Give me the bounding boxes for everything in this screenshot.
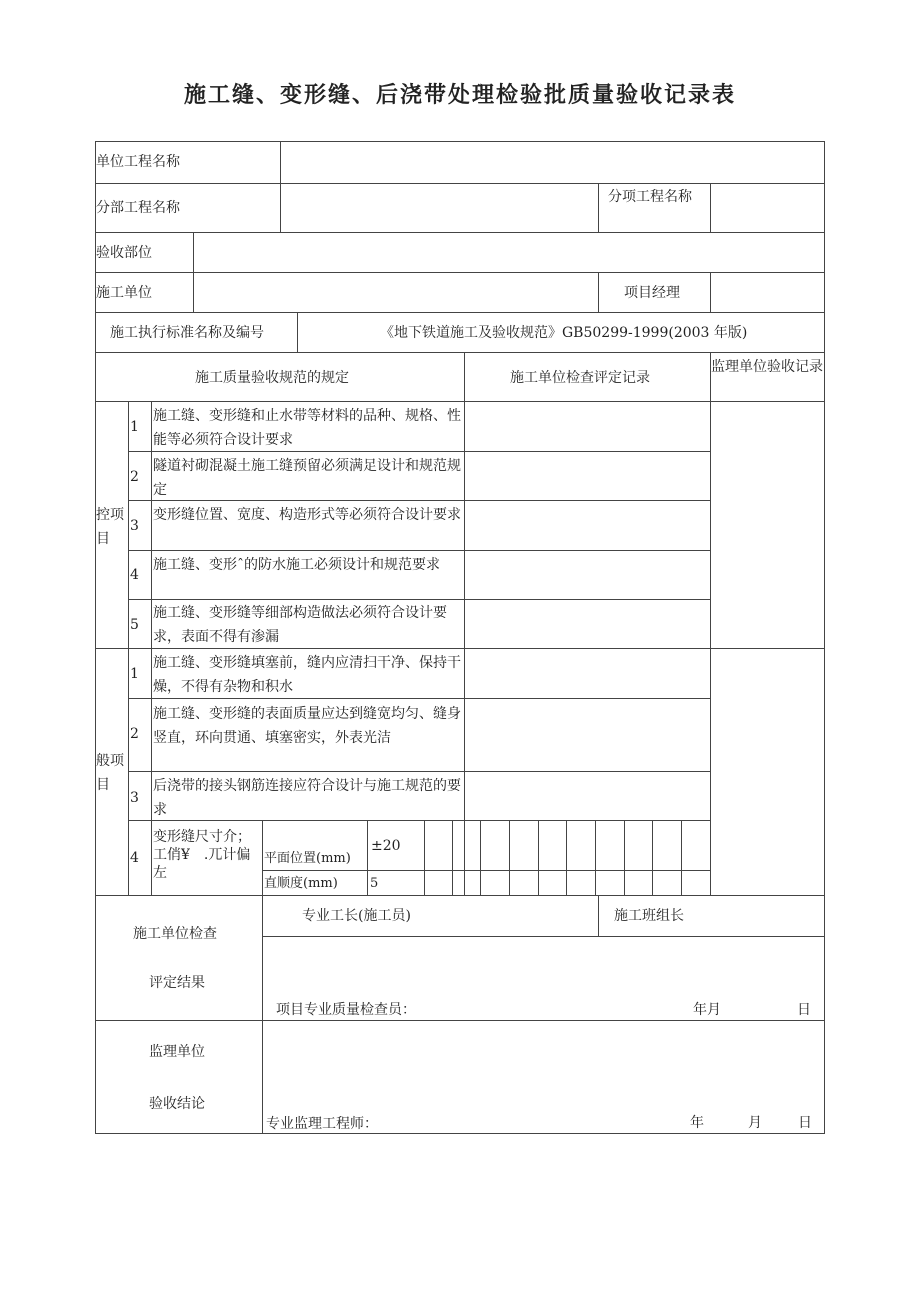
rule bbox=[824, 141, 825, 1134]
rule bbox=[95, 352, 825, 353]
rule bbox=[509, 820, 510, 896]
rule bbox=[95, 141, 825, 142]
item-number: 4 bbox=[130, 850, 139, 866]
item-number: 3 bbox=[130, 518, 139, 534]
date-year-month: 年月 bbox=[693, 1002, 721, 1018]
main-control-item-text: 施工缝、变形缝等细部构造做法必须符合设计要求，表面不得有渗漏 bbox=[153, 605, 447, 645]
sub-project-label: 分部工程名称 bbox=[96, 200, 180, 216]
rule bbox=[95, 1133, 825, 1134]
rule bbox=[262, 895, 263, 1134]
foreman-label: 专业工长(施工员) bbox=[302, 908, 411, 924]
rule bbox=[598, 895, 599, 936]
rule bbox=[297, 312, 298, 352]
standard-label: 施工执行标准名称及编号 bbox=[110, 325, 264, 341]
item-number: 2 bbox=[130, 469, 139, 485]
inspector-label: 项目专业质量检查员： bbox=[276, 1002, 416, 1018]
page-title: 施工缝、变形缝、后浇带处理检验批质量验收记录表 bbox=[183, 82, 736, 108]
rule bbox=[424, 820, 425, 896]
tolerance-name: 平面位置(mm) bbox=[264, 851, 351, 866]
rule bbox=[464, 352, 465, 896]
item-number: 5 bbox=[130, 617, 139, 633]
rule bbox=[566, 820, 567, 896]
supervision-label: 监理单位 bbox=[149, 1044, 205, 1060]
construction-check-label: 施工单位检查 bbox=[133, 926, 217, 942]
date-day: 日 bbox=[797, 1002, 811, 1018]
general-item-text: 施工缝、变形缝的表面质量应达到缝宽均匀、缝身竖直，环向贯通、填塞密实，外表光洁 bbox=[153, 706, 461, 746]
date-month: 月 bbox=[748, 1115, 762, 1131]
rule bbox=[128, 401, 129, 896]
rule bbox=[624, 820, 625, 896]
date-year: 年 bbox=[690, 1115, 704, 1131]
rule bbox=[538, 820, 539, 896]
rule bbox=[710, 272, 711, 312]
rule bbox=[128, 550, 710, 551]
rule bbox=[95, 232, 825, 233]
main-control-label: 控项 bbox=[96, 507, 124, 523]
general-item-text: 后浇带的接头钢筋连接应符合设计与施工规范的要求 bbox=[153, 778, 461, 818]
rule bbox=[480, 820, 481, 896]
rule bbox=[595, 820, 596, 896]
date-day: 日 bbox=[798, 1115, 812, 1131]
rule bbox=[710, 183, 711, 232]
rule bbox=[280, 141, 281, 232]
rule bbox=[452, 820, 453, 896]
spec-column-heading: 施工质量验收规范的规定 bbox=[195, 370, 349, 386]
deformation-joint-size-label: 变形缝尺寸介；工俏¥ .兀计偏左 bbox=[153, 829, 251, 881]
rule bbox=[95, 272, 825, 273]
general-label-2: 目 bbox=[96, 777, 110, 793]
check-record-column-heading: 施工单位检查评定记录 bbox=[510, 370, 650, 386]
rule bbox=[262, 936, 825, 937]
supervision-label-2: 验收结论 bbox=[149, 1096, 205, 1112]
supervision-record-column-heading: 监理单位验收记录 bbox=[711, 359, 823, 375]
main-control-item-text: 隧道衬砌混凝土施工缝预留必须满足设计和规范规定 bbox=[153, 458, 461, 498]
team-leader-label: 施工班组长 bbox=[614, 908, 684, 924]
rule bbox=[95, 183, 825, 184]
acceptance-part-label: 验收部位 bbox=[96, 245, 152, 261]
general-item-text: 施工缝、变形缝填塞前，缝内应清扫干净、保持干燥，不得有杂物和积水 bbox=[153, 655, 461, 695]
rule bbox=[681, 820, 682, 896]
tolerance-name: 直顺度(mm) bbox=[264, 876, 338, 891]
main-control-label-2: 目 bbox=[96, 531, 110, 547]
project-manager-label: 项目经理 bbox=[624, 285, 680, 301]
rule bbox=[367, 820, 368, 896]
main-control-item-text: 变形缝位置、宽度、构造形式等必须符合设计要求 bbox=[153, 507, 461, 523]
rule bbox=[95, 895, 825, 896]
rule bbox=[262, 820, 263, 896]
standard-value: 《地下铁道施工及验收规范》GB50299-1999(2003 年版) bbox=[380, 325, 748, 341]
engineer-label: 专业监理工程师： bbox=[266, 1116, 378, 1132]
main-control-item-text: 施工缝、变形ˆ的防水施工必须设计和规范要求 bbox=[153, 557, 440, 573]
item-number: 3 bbox=[130, 790, 139, 806]
tolerance-value: 5 bbox=[370, 876, 379, 891]
item-number: 1 bbox=[130, 419, 139, 435]
construction-unit-label: 施工单位 bbox=[96, 285, 152, 301]
item-number: 1 bbox=[130, 666, 139, 682]
rule bbox=[128, 599, 710, 600]
general-label: 般项 bbox=[96, 753, 124, 769]
rule bbox=[598, 183, 599, 232]
item-number: 4 bbox=[130, 567, 139, 583]
rule bbox=[128, 771, 710, 772]
tolerance-value: ±20 bbox=[371, 838, 401, 854]
rule bbox=[151, 401, 152, 896]
item-number: 2 bbox=[130, 726, 139, 742]
rule bbox=[652, 820, 653, 896]
rule bbox=[193, 232, 194, 312]
unit-project-label: 单位工程名称 bbox=[96, 154, 180, 170]
rule bbox=[710, 352, 711, 896]
rule bbox=[598, 272, 599, 312]
rule bbox=[95, 401, 825, 402]
item-project-label: 分项工程名称 bbox=[608, 189, 692, 205]
main-control-item-text: 施工缝、变形缝和止水带等材料的品种、规格、性能等必须符合设计要求 bbox=[153, 408, 461, 448]
construction-check-label-2: 评定结果 bbox=[149, 975, 205, 991]
rule bbox=[95, 312, 825, 313]
